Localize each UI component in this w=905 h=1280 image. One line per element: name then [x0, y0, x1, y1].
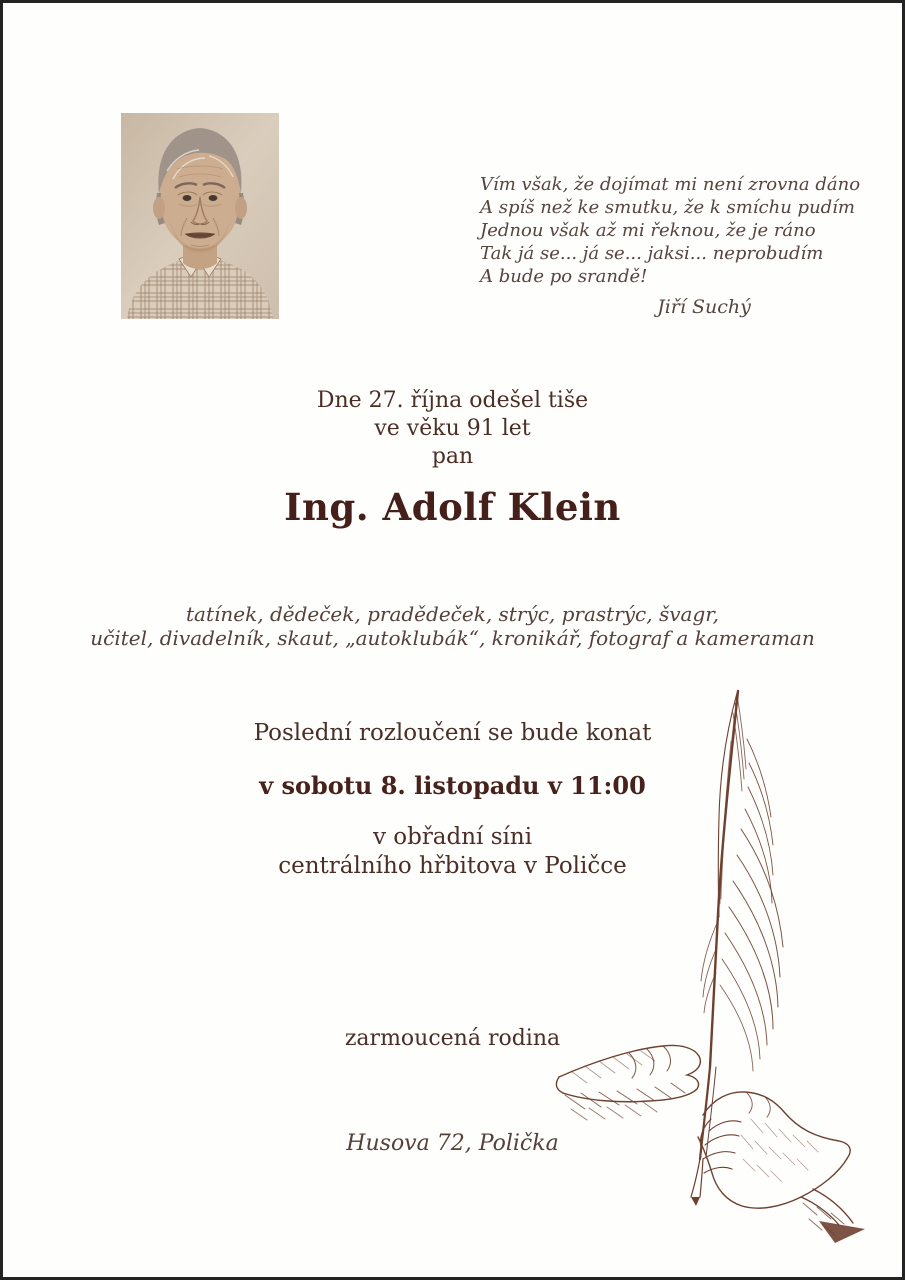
age-line: ve věku 91 let — [374, 416, 531, 441]
poem-line-1: Vím však, že dojímat mi není zrovna dáno — [480, 174, 861, 195]
announcement-intro — [3, 387, 902, 471]
quill-pen-icon — [551, 679, 891, 1254]
family-signature: zarmoucená rodina — [344, 1026, 561, 1051]
roles-line-2: učitel, divadelník, skaut, „autoklubák“, kronikář, fotograf a kameraman — [90, 626, 815, 650]
poem-line-5: A bude po srandě! — [480, 266, 648, 287]
ceremony-place-line-2: centrálního hřbitova v Poličce — [278, 853, 627, 879]
address-line: Husova 72, Polička — [346, 1131, 559, 1156]
ceremony-intro: Poslední rozloučení se bude konat — [253, 720, 652, 746]
ceremony-place-line-1: v obřadní síni — [372, 824, 533, 850]
portrait-photo-image — [121, 113, 279, 319]
poem-line-3: Jednou však až mi řeknou, že je ráno — [480, 220, 816, 241]
roles-line-1: tatínek, dědeček, pradědeček, strýc, prastrýc, švagr, — [186, 602, 719, 626]
poem-line-4: Tak já se... já se... jaksi... neprobudím — [480, 243, 824, 264]
date-line: Dne 27. října odešel tiše — [316, 388, 589, 413]
deceased-name: Ing. Adolf Klein — [284, 485, 621, 529]
ceremony-datetime: v sobotu 8. listopadu v 11:00 — [259, 771, 646, 800]
deceased-roles — [3, 602, 902, 650]
salutation: pan — [431, 444, 474, 469]
portrait-photo — [121, 113, 279, 319]
quill-illustration — [551, 679, 891, 1254]
poem-line-2: A spíš než ke smutku, že k smíchu pudím — [480, 197, 856, 218]
poem-author: Jiří Suchý — [657, 296, 751, 318]
poem — [480, 173, 880, 288]
